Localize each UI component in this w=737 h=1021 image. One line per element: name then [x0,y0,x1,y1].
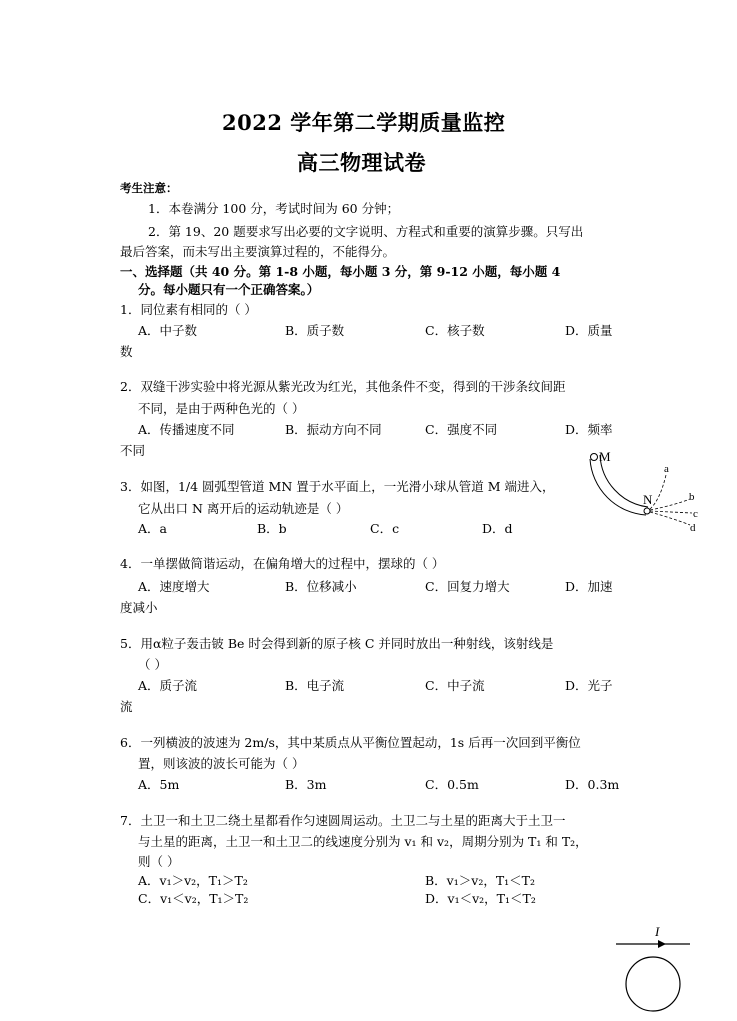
question-7-stem-line-2: 与土星的距离，土卫一和土卫二的线速度分别为 v₁ 和 v₂，周期分别为 T₁ 和 T₂， [138,834,588,849]
notice-item-2-line-1: 2．第 19、20 题要求写出必要的文字说明、方程式和重要的演算步骤。只写出 [148,224,584,239]
pipe-end-m-icon [591,454,598,461]
question-6-option-b: B．3m [285,777,327,792]
coil-circle-icon [626,957,680,1011]
question-5-option-d: D．光子 [565,678,613,693]
question-3-option-c: C．c [370,521,400,536]
question-6-option-a: A．5m [138,777,180,792]
current-label-i: I [655,924,660,939]
current-arrow-icon [658,940,666,948]
question-3-option-d: D．d [482,521,513,536]
question-7-option-c: C．v₁＜v₂，T₁＞T₂ [138,891,249,906]
question-5-stem-line-1: 5．用α粒子轰击铍 Be 时会得到新的原子核 C 并同时放出一种射线，该射线是 [120,636,554,651]
question-2-option-b: B．振动方向不同 [285,422,382,437]
question-4-option-a: A．速度增大 [138,579,210,594]
label-c: c [693,508,698,520]
question-4-option-d: D．加速 [565,579,613,594]
question-2-stem-line-2: 不同，是由于两种色光的（ ） [138,401,305,416]
question-6-stem-line-1: 6．一列横波的波速为 2m/s，其中某质点从平衡位置起动，1s 后再一次回到平衡位 [120,735,581,750]
question-3-option-b: B．b [257,521,287,536]
question-1-option-d-wrap: 数 [120,344,133,359]
question-5-option-a: A．质子流 [138,678,198,693]
question-5-option-c: C．中子流 [425,678,485,693]
question-4-stem: 4．一单摆做简谐运动，在偏角增大的过程中，摆球的（ ） [120,556,445,571]
section-heading-line-1: 一、选择题（共 40 分。第 1-8 小题，每小题 3 分，第 9-12 小题，每小题 4 [120,264,561,279]
question-2-option-c: C．强度不同 [425,422,498,437]
trajectory-d [650,512,690,525]
question-7-stem-line-1: 7．土卫一和土卫二绕土星都看作匀速圆周运动。土卫二与土星的距离大于土卫一 [120,813,566,828]
label-n: N [643,492,653,507]
exam-title: 2022 学年第二学期质量监控 [222,110,506,135]
notice-heading: 考生注意： [120,181,178,195]
label-b: b [689,491,695,503]
question-5-stem-line-2: （ ） [138,657,167,672]
question-1-stem: 1．同位素有相同的（ ） [120,302,257,317]
question-4-option-d-wrap: 度减小 [120,600,158,615]
label-m: M [599,449,611,464]
question-2-option-d: D．频率 [565,422,613,437]
question-1-option-d: D．质量 [565,323,613,338]
section-heading-line-2: 分。每小题只有一个正确答案。） [138,282,320,297]
trajectory-b [650,499,690,510]
question-3-stem-line-1: 3．如图，1/4 圆弧型管道 MN 置于水平面上，一光滑小球从管道 M 端进入， [120,479,555,494]
question-7-option-d: D．v₁＜v₂，T₁＜T₂ [425,891,536,906]
current-wire-circle-figure [610,922,700,1017]
pipe-trajectory-figure [580,445,705,540]
question-2-option-a: A．传播速度不同 [138,422,235,437]
question-3-option-a: A．a [138,521,167,536]
question-6-option-d: D．0.3m [565,777,620,792]
question-5-option-b: B．电子流 [285,678,345,693]
trajectory-c [650,511,692,513]
question-6-stem-line-2: 置，则该波的波长可能为（ ） [138,756,305,771]
question-1-option-c: C．核子数 [425,323,485,338]
question-1-option-b: B．质子数 [285,323,345,338]
question-2-option-d-wrap: 不同 [120,443,146,458]
label-d: d [690,522,696,534]
question-4-option-c: C．回复力增大 [425,579,510,594]
question-7-option-a: A．v₁＞v₂，T₁＞T₂ [138,873,248,888]
question-1-option-a: A．中子数 [138,323,198,338]
question-7-option-b: B．v₁＞v₂，T₁＜T₂ [425,873,536,888]
notice-item-2-line-2: 最后答案，而未写出主要演算过程的，不能得分。 [120,244,396,259]
notice-item-1: 1．本卷满分 100 分，考试时间为 60 分钟； [148,201,400,216]
question-3-stem-line-2: 它从出口 N 离开后的运动轨迹是（ ） [138,501,349,516]
question-4-option-b: B．位移减小 [285,579,357,594]
trajectory-a [650,475,666,509]
ball-exit-n-icon [644,508,650,514]
question-7-stem-line-3: 则（ ） [138,854,180,869]
question-2-stem-line-1: 2．双缝干涉实验中将光源从紫光改为红光，其他条件不变，得到的干涉条纹间距 [120,379,566,394]
label-a: a [664,463,669,475]
question-6-option-c: C．0.5m [425,777,479,792]
exam-subtitle: 高三物理试卷 [297,150,426,175]
question-5-option-d-wrap: 流 [120,699,133,714]
